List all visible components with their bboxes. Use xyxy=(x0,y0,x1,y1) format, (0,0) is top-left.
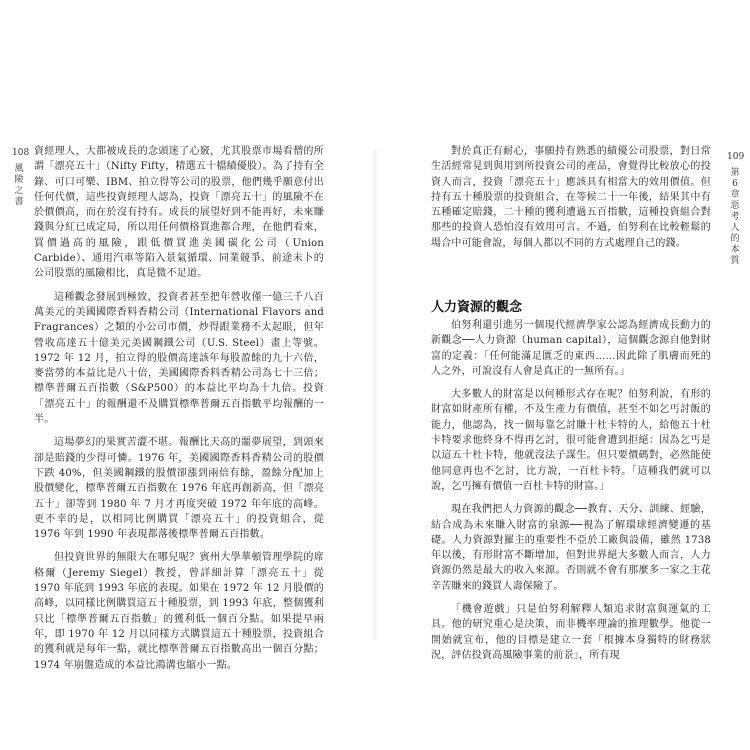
left-text-column xyxy=(34,144,324,681)
right-page-number: 109 xyxy=(727,152,745,162)
left-paragraph-4: 但投資世界的無限大在哪兒呢？賓州大學華頓管理學院的席格爾（Jeremy Siegel）教授，曾詳細計算「漂亮五十」從 1970 年底到 1993 年底的表現。如果在 1972 年 12 月股價的高峰，以同樣比例購買這五十種股票，到 1993 年底，整個獲利只比「標準普爾五百指數」的獲利低一個百分點。如果提早兩年，即 1970 年 12 月以同樣方式購買這五十種股票，投資組合的獲利就是每年一點，就比標準普爾五百指數高出一個百分點；1974 年崩盤造成的本益比鴻溝也縮小一點。 xyxy=(34,552,324,671)
right-paragraph-4: 現在我們把人力資源的觀念──教育、天分、訓練、經驗，結合成為未來賺入財富的泉源──視為了解環球經濟變遷的基礎。人力資源對羅主的重要性不亞於工廠與設備，雖然 1738 年以後，有形財富不斷增加，但對世界絕大多數人而言，人力資源仍然是最大的收入來源。否則就不會有那麼多一家之主花辛苦賺來的錢買人壽保險了。 xyxy=(431,504,711,592)
left-running-head: 風險之書 xyxy=(14,164,24,207)
left-page-number: 108 xyxy=(12,148,30,158)
right-running-head: 第6章 惡考人的本質 xyxy=(730,168,740,266)
left-paragraph-3: 這場夢幻的果實苦澀不堪。報酬比天高的噩夢展望，到頭來卻是賠錢的少得可憐。1976 年，美國國際香料香精公司的股價下跌 40%，但美國鋼鐵的股價卻漲到兩倍有餘，盈餘分配加上股價變化，標準普爾五百指數在 1976 年底再創新高，但「漂亮五十」卻等到 1980 年 7 月才再度突破 1972 年年底的高峰。更不幸的是，以相同比例購買「漂亮五十」的投資組合，從 1976 年到 1990 年表現都落後標準普爾五百指數。 xyxy=(34,437,324,541)
right-paragraph-1: 對於真正有耐心，事願持有熟悉的績優公司股票，對日常生活經常見到與用到所投資公司的產品，會覺得比較放心的投資人而言，投資「漂亮五十」應該具有相當大的效用價值。但持有五十種股票的投資組合，在等候二十一年後，結果其中有五種確定賠錢，二十種的獲利遭過五百指數，這種投資組合對那些的投資人恐怕沒有效用可言。不過，伯努利在比較輕鬆的場合中可能會說，每個人都以不同的方式處理自己的錢。 xyxy=(431,146,711,249)
section-title: 人力資源的觀念 xyxy=(431,300,523,315)
right-paragraph-2: 伯努利還引進另一個現代經濟學家公認為經濟成長動力的新觀念──人力資源（human capital），這個觀念源自他對財富的定義：「任何能滿足匱乏的東西……因此除了肌膚而死的人之外，可說沒有人會是真正的一無所有。」 xyxy=(431,320,711,377)
right-paragraph-5: 「機會遊戲」只是伯努利解釋人類追求財富與運氣的工具。他的研究重心是決策，而非機率理論的推理數學。他從一開始就宣布，他的目標是建立一套「根據本身獨特的財務狀況，評估投資高風險事業的前景」，所有現 xyxy=(431,604,711,661)
right-text-column-top xyxy=(431,144,711,259)
right-paragraph-3: 大多數人的財富是以何種形式存在呢？伯努利說，有形的財富如財產所有權，不及生產力有價值，甚至不如乞丐討飯的能力，他認為，找一個每靠乞討賺十杜卡特的人，給他五十杜卡特要求他終身不得再乞討，很可能會遭到拒絕：因為乞丐是以這五十杜卡特，他就沒法子謀生。但只要價碼對，必然能使他同意再也不乞討，比方說，一百杜卡特。「這種我們就可以說，乞丐擁有價值一百杜卡特的財富。」 xyxy=(431,389,711,492)
right-page xyxy=(375,0,750,750)
left-paragraph-1: 資經理人，大都被成長的念頭迷了心竅，尤其股票市場看僧的所謂「漂亮五十」（Nifty Fifty，精選五十檔績優股）。為了持有全錄、可口可樂、IBM、拍立得等公司的股票，他們幾乎願意付出任何代價，這些投資經理人認為，投資「漂亮五十」的風險不在於價價高，而在於沒有持有。成長的展望好到不能再好，未來賺錢與分紅已成定局，所以用任何價格買進都合理，在他們看來，買價過高的風險，跟低價買進美國碳化公司（Union Carbide）、通用汽車等陷入景氣循環、同業競爭、前途未卜的公司股票的風險相比，真是微不足道。 xyxy=(34,146,324,280)
right-text-column-section xyxy=(431,318,711,671)
left-paragraph-2: 這種觀念發展到極致，投資者甚至把年營收僅一億三千八百萬美元的美國國際香料香精公司（International Flavors and Fragrances）之類的小公司市價，炒得跟業務不太起眼，但年營收高達五十億美元美國鋼鐵公司（U.S. Steel）畫上等號。1972 年 12 月，拍立得的股價高達該年每股盈餘的九十六倍，麥當勞的本益比是八十倍，美國國際香料香精公司為七十三倍；標準普爾五百指數（S&P500）的本益比平均為十九倍。投資「漂亮五十」的報酬還不及購買標準普爾五百指數平均報酬的一半。 xyxy=(34,291,324,426)
